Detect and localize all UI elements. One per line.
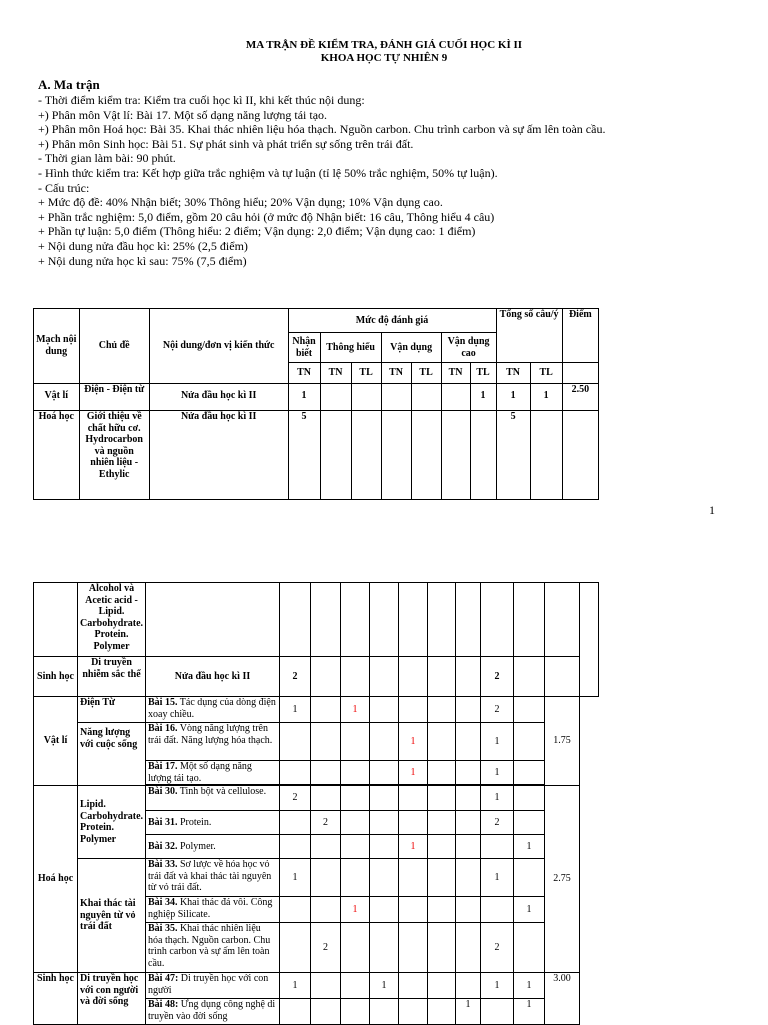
lesson-number: Bài 47: xyxy=(148,973,179,985)
title-line-2: KHOA HỌC TỰ NHIÊN 9 xyxy=(320,52,448,64)
cell-th-tl: 1 xyxy=(341,897,370,923)
cell-diem: 2.50 xyxy=(562,384,598,411)
row-chude: Khai thác tài nguyên từ vỏ trái đất xyxy=(78,859,146,973)
row-mach: Sinh học xyxy=(34,657,78,697)
intro-line: +) Phân môn Vật lí: Bài 17. Một số dạng năng lượng tái tạo. xyxy=(38,107,328,122)
cell-tong-tl: 1 xyxy=(530,384,562,411)
row-chude: Giới thiệu về chất hữu cơ. Hydrocarbon và nguồn nhiên liệu - Ethylic xyxy=(79,411,149,500)
cell-tong-tn: 2 xyxy=(481,657,514,697)
lesson-cell xyxy=(146,973,280,999)
lesson-cell xyxy=(146,786,280,811)
header-mach: Mạch nội dung xyxy=(34,309,80,384)
lesson-number: Bài 15. xyxy=(148,697,178,708)
cell-diem: 1.75 xyxy=(545,697,580,786)
row-noidung: Nửa đầu học kì II xyxy=(146,657,280,697)
lesson-text: Sơ lược về hóa học vỏ trái đất và khai thác tài nguyên từ vỏ trái đất. xyxy=(148,859,272,894)
cell-tong-tn: 1 xyxy=(496,384,530,411)
intro-lines xyxy=(38,93,628,268)
title-line-1: MA TRẬN ĐỀ KIỂM TRA, ĐÁNH GIÁ CUỐI HỌC KÌ II xyxy=(245,39,523,51)
row-mach: Hoá học xyxy=(34,786,78,973)
intro-line: + Nội dung nửa đầu học kì: 25% (2,5 điểm) xyxy=(38,238,248,253)
cell-tong-tn: 5 xyxy=(496,411,530,500)
cell-nb-tn: 2 xyxy=(280,786,311,811)
cell-vd-tn: 1 xyxy=(370,973,399,999)
section-heading: A. Ma trận xyxy=(38,77,100,92)
row-chude: Năng lượng với cuộc sống xyxy=(78,723,146,786)
cell-nb-tn: 1 xyxy=(280,973,311,999)
cell-nb-tn: 5 xyxy=(288,411,320,500)
cell-vd-tl: 1 xyxy=(399,835,428,859)
cell-nb-tn: 1 xyxy=(280,859,311,897)
cell-tong-tl: 1 xyxy=(514,999,545,1025)
cell-vd-tl: 1 xyxy=(399,761,428,785)
header-tongso: Tổng số câu/ý xyxy=(496,309,562,363)
row-mach: Vật lí xyxy=(34,384,80,411)
intro-line: + Phần trắc nghiệm: 5,0 điểm, gồm 20 câu hỏi (ở mức độ Nhận biết: 16 câu, Thông hiểu 4 câu) xyxy=(38,209,495,224)
intro-line: - Thời gian làm bài: 90 phút. xyxy=(38,151,176,166)
intro-line: +) Phân môn Sinh học: Bài 51. Sự phát sinh và phát triển sự sống trên trái đất. xyxy=(38,136,414,151)
header-tl: TL xyxy=(411,363,441,384)
lesson-text: Khai thác đá vôi. Công nghiệp Silicate. xyxy=(148,897,273,920)
lesson-cell xyxy=(146,923,280,973)
header-tl: TL xyxy=(470,363,496,384)
cell-tong-tn: 1 xyxy=(481,973,514,999)
lesson-text: Một số dạng năng lượng tái tạo. xyxy=(148,761,252,784)
lesson-cell xyxy=(146,811,280,835)
intro-line: +) Phân môn Hoá học: Bài 35. Khai thác nhiên liệu hóa thạch. Nguồn carbon. Chu trình carbon và sự ấm lên toàn cầu. xyxy=(38,122,606,137)
cell-tong-tn: 1 xyxy=(481,859,514,897)
header-tn: TN xyxy=(381,363,411,384)
cell-tong-tn: 2 xyxy=(481,923,514,973)
cell-nb-tn: 1 xyxy=(280,697,311,723)
header-tn: TN xyxy=(288,363,320,384)
row-chude: Di truyền học với con người và đời sống xyxy=(78,973,146,1025)
cell-nb-tn: 2 xyxy=(280,657,311,697)
cell-tong-tl: 1 xyxy=(514,897,545,923)
row-noidung: Nửa đầu học kì II xyxy=(149,411,288,500)
cell-tong-tn: 1 xyxy=(481,723,514,761)
lesson-cell xyxy=(146,859,280,897)
intro-line: - Hình thức kiểm tra: Kết hợp giữa trắc nghiệm và tự luận (tỉ lệ 50% trắc nghiệm, 50% tự luận). xyxy=(38,165,498,180)
row-chude: Điện Từ xyxy=(78,697,146,723)
lesson-text: Tinh bột và cellulose. xyxy=(177,786,267,798)
intro-line: - Thời điểm kiểm tra: Kiểm tra cuối học kì II, khi kết thúc nội dung: xyxy=(38,93,365,107)
lesson-number: Bài 17. xyxy=(148,761,178,772)
intro-line: + Mức độ đề: 40% Nhận biết; 30% Thông hiểu; 20% Vận dụng; 10% Vận dụng cao. xyxy=(38,195,443,210)
lesson-text: Tác dụng của dòng điện xoay chiều. xyxy=(148,697,276,720)
row-noidung: Nửa đầu học kì II xyxy=(149,384,288,411)
lesson-number: Bài 16. xyxy=(148,723,178,734)
cell-vdc-tl: 1 xyxy=(470,384,496,411)
matrix-table-part2 xyxy=(33,582,599,1025)
row-chude: Alcohol và Acetic acid - Lipid. Carbohydrate. Protein. Polymer xyxy=(78,583,146,657)
cell-vd-tl: 1 xyxy=(399,723,428,761)
header-vandungcao: Vận dụng cao xyxy=(441,333,496,363)
cell-vdc-tl: 1 xyxy=(456,999,481,1025)
lesson-text: Ứng dụng công nghệ di truyền vào đời sống xyxy=(148,999,276,1022)
cell-nb-tn: 1 xyxy=(288,384,320,411)
header-thonghieu: Thông hiểu xyxy=(320,333,381,363)
cell-diem: 3.00 xyxy=(545,973,580,1025)
lesson-number: Bài 34. xyxy=(148,897,178,909)
cell-th-tn: 2 xyxy=(311,811,341,835)
matrix-table-part1 xyxy=(33,308,599,500)
lesson-text: Polymer. xyxy=(177,840,216,852)
lesson-number: Bài 30. xyxy=(148,786,178,798)
lesson-number: Bài 31. xyxy=(148,816,178,828)
lesson-number: Bài 32. xyxy=(148,840,178,852)
header-tn: TN xyxy=(496,363,530,384)
lesson-number: Bài 48: xyxy=(148,999,179,1011)
intro-line: - Cấu trúc: xyxy=(38,180,90,195)
row-chude: Lipid. Carbohydrate. Protein. Polymer xyxy=(78,786,146,859)
header-noidung: Nội dung/đơn vị kiến thức xyxy=(149,309,288,384)
cell-tong-tl: 1 xyxy=(514,973,545,999)
lesson-text: Protein. xyxy=(177,816,212,828)
lesson-text: Vòng năng lượng trên trái đất. Năng lượng hóa thạch. xyxy=(148,723,273,746)
empty-cell xyxy=(562,363,598,384)
cell-th-tn: 2 xyxy=(311,923,341,973)
cell-tong-tn: 2 xyxy=(481,811,514,835)
lesson-text: Khai thác nhiên liệu hóa thạch. Nguồn carbon. Chu trình carbon và sự ấm lên toàn cầu. xyxy=(148,923,271,969)
lesson-number: Bài 33. xyxy=(148,859,178,871)
cell-tong-tn: 1 xyxy=(481,786,514,811)
lesson-number: Bài 35. xyxy=(148,923,178,935)
cell-tong-tn: 2 xyxy=(481,697,514,723)
row-mach: Hoá học xyxy=(34,411,80,500)
cell-tong-tn: 1 xyxy=(481,761,514,785)
row-chude: Di truyền nhiễm sắc thể xyxy=(78,657,146,697)
row-mach: Sinh học xyxy=(34,973,78,1025)
header-tn: TN xyxy=(320,363,351,384)
intro-line: + Phần tự luận: 5,0 điểm (Thông hiểu: 2 điểm; Vận dụng: 2,0 điểm; Vận dụng cao: 1 điểm) xyxy=(38,224,476,239)
cell-tong-tl: 1 xyxy=(514,835,545,859)
intro-line: + Nội dung nửa học kì sau: 75% (7,5 điểm) xyxy=(38,253,247,268)
lesson-cell xyxy=(146,723,280,761)
lesson-text: Di truyền học với con người xyxy=(148,973,269,996)
header-nhanbiet: Nhận biết xyxy=(288,333,320,363)
header-tl: TL xyxy=(530,363,562,384)
header-tl: TL xyxy=(351,363,381,384)
header-diem: Điểm xyxy=(562,309,598,363)
header-mucdo: Mức độ đánh giá xyxy=(288,309,496,333)
lesson-cell xyxy=(146,761,280,785)
header-vandung: Vận dụng xyxy=(381,333,441,363)
cell-diem: 2.75 xyxy=(545,786,580,973)
lesson-cell xyxy=(146,835,280,859)
cell-th-tl: 1 xyxy=(341,697,370,723)
row-mach: Vật lí xyxy=(34,697,78,786)
header-tn: TN xyxy=(441,363,470,384)
page-number: 1 xyxy=(709,503,715,517)
lesson-cell xyxy=(146,697,280,723)
row-chude: Điện - Điện từ xyxy=(79,384,149,411)
lesson-cell xyxy=(146,999,280,1025)
header-chude: Chủ đề xyxy=(79,309,149,384)
lesson-cell xyxy=(146,897,280,923)
